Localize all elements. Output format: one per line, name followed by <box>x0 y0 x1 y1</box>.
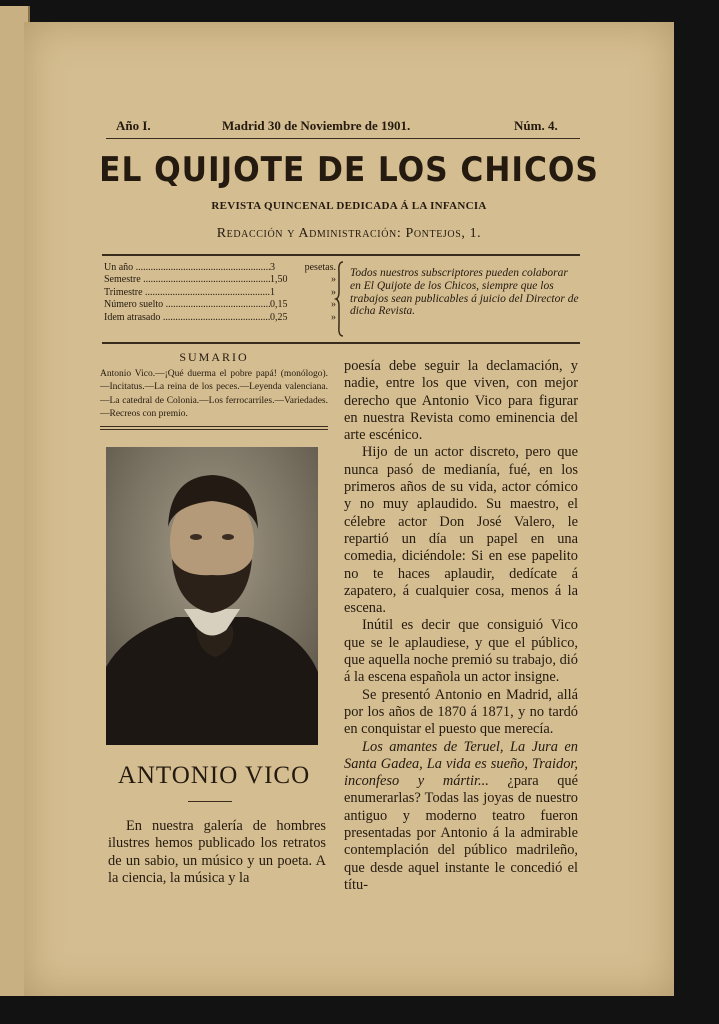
issue-date: Madrid 30 de Noviembre de 1901. <box>222 118 411 133</box>
summary-rule <box>100 426 328 427</box>
issue-year: Año I. <box>116 118 151 133</box>
article-column-2 <box>344 358 578 894</box>
subscribers-note: Todos nuestros subscriptores pueden colaborar en El Quijote de los Chicos, siempre que los trabajos sean publicables á juicio del Director de dicha Revista. <box>350 267 579 318</box>
price-label: Semestre ..... <box>104 274 270 286</box>
masthead-title: EL QUIJOTE DE LOS CHICOS <box>99 150 599 190</box>
price-value: 1 <box>270 286 275 298</box>
price-value: 3 <box>270 262 275 273</box>
price-value: 1,50 <box>270 274 288 286</box>
price-label: Trimestre ..... <box>104 287 270 299</box>
article-paragraph: Se presentó Antonio en Madrid, allá por los años de 1870 á 1871, y no tardó en conquistar el puesto que merecía. <box>344 686 578 738</box>
price-value: 0,25 <box>270 311 288 323</box>
price-row <box>104 312 336 324</box>
portrait-photo <box>106 447 318 745</box>
article-paragraph <box>344 739 578 895</box>
price-value: 0,15 <box>270 299 288 311</box>
article-paragraph: Inútil es decir que consiguió Vico que se le aplaudiese, y que el público, que aquella noche premió su trabajo, dió á la escena española un actor insigne. <box>344 617 578 686</box>
portrait-illustration <box>106 447 318 745</box>
price-row <box>104 299 336 311</box>
article-paragraph: En nuestra galería de hombres ilustres hemos publicado los retratos de un sabio, un músico y un poeta. A la ciencia, la música y la <box>108 818 326 886</box>
summary-heading: SUMARIO <box>179 350 249 364</box>
masthead-admin: Redacción y Administración: Pontejos, 1. <box>216 226 482 241</box>
article-paragraph: poesía debe seguir la declamación, y nadie, entre los que viven, con mejor derecho que Antonio Vico para figurar en nuestra Revista como eminencia del arte escénico. <box>344 358 578 444</box>
summary-rule-2 <box>100 429 328 430</box>
price-label: Número suelto ..... <box>104 299 270 311</box>
header-rule <box>106 138 580 139</box>
price-label: Un año ..... <box>104 262 270 274</box>
price-unit: » <box>331 286 336 298</box>
price-unit: » <box>331 274 336 286</box>
price-label: Idem atrasado ..... <box>104 312 270 324</box>
price-unit: pesetas. <box>304 262 336 273</box>
price-row <box>104 287 336 299</box>
price-unit: » <box>331 311 336 323</box>
masthead-rule <box>102 254 580 256</box>
article-column-1 <box>108 818 326 887</box>
price-row <box>104 274 336 286</box>
masthead-subtitle: REVISTA QUINCENAL DEDICADA Á LA INFANCIA <box>211 200 487 212</box>
summary-text: Antonio Vico.—¡Qué duerma el pobre papá! (monólogo).—Incitatus.—La reina de los peces.—Leyenda valenciana.—La catedral de Colonia.—Los ferrocarriles.—Variedades.—Recreos con premio. <box>100 369 328 420</box>
prices-rule <box>102 342 580 344</box>
article-title: ANTONIO VICO <box>117 762 311 789</box>
article-italic-titles: Los amantes de Teruel, La Jura en Santa Gadea, La vida es sueño, Traidor, inconfeso y mártir... <box>344 738 578 790</box>
article-paragraph: Hijo de un actor discreto, pero que nunca pasó de medianía, fué, en los primeros años de su vida, actor cómico y no muy aplaudido. Su maestro, el célebre actor Don José Valero, le repartió un día un papel en una comedia, diciéndole: Si en ese papelito no te haces aplaudir, dedícate á zapatero, á cualquier cosa, menos á la escena. <box>344 444 578 617</box>
title-rule <box>188 801 232 802</box>
newspaper-page <box>24 22 674 996</box>
issue-number: Núm. 4. <box>514 118 558 133</box>
brace-ornament <box>334 260 348 338</box>
price-unit: » <box>331 299 336 311</box>
price-list <box>104 262 336 324</box>
price-row <box>104 262 336 274</box>
article-text: ¿para qué enumerarlas? Todas las joyas de nuestro antiguo y moderno teatro fueron presentadas por Antonio á la admirable contemplación del público madrileño, que desde aquel instante le concedió el títu- <box>344 773 578 893</box>
